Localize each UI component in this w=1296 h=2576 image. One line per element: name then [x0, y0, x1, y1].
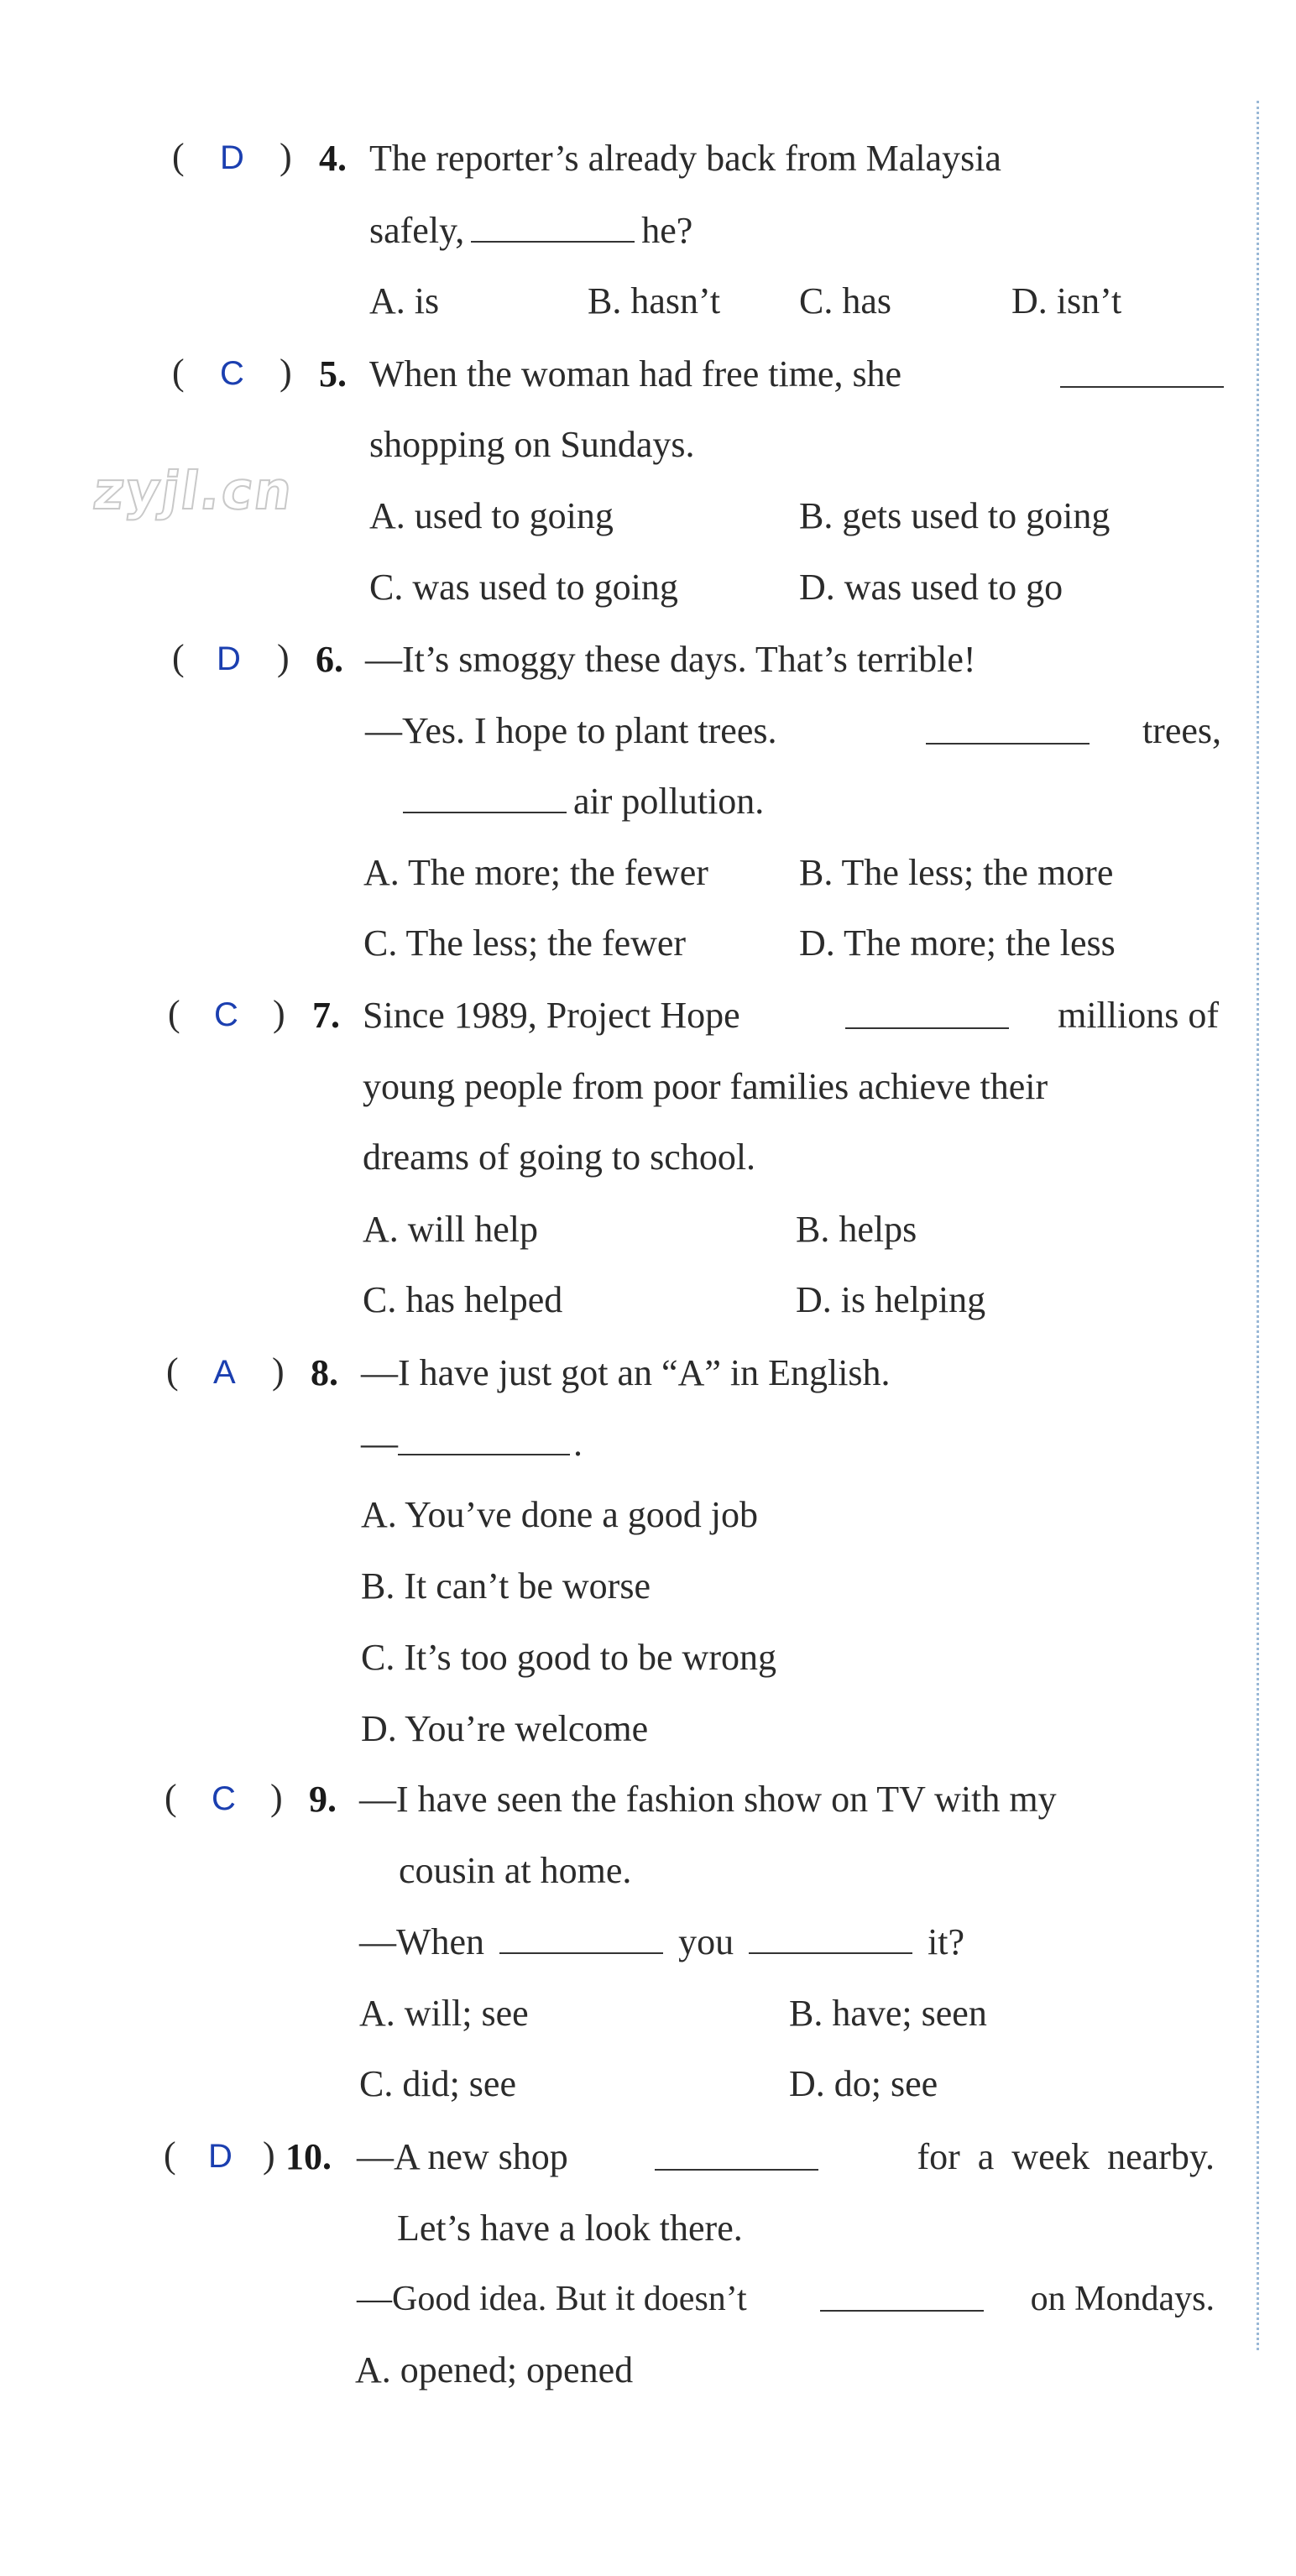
- option-b: B. It can’t be worse: [361, 1565, 651, 1607]
- answer-paren-close: ): [273, 993, 285, 1034]
- answer-paren-close: ): [280, 352, 292, 393]
- answer-letter: D: [220, 139, 244, 176]
- question-number: 6.: [316, 639, 343, 680]
- question-text-line: dreams of going to school.: [363, 1136, 756, 1178]
- question-text-line: cousin at home.: [399, 1850, 632, 1891]
- answer-letter: D: [208, 2138, 233, 2175]
- option-d: D. was used to go: [799, 567, 1063, 608]
- answer-paren-open: (: [172, 637, 185, 678]
- option-b: B. The less; the more: [799, 852, 1114, 893]
- answer-blank: [499, 1952, 663, 1954]
- answer-blank: [1060, 385, 1224, 388]
- question-number: 8.: [311, 1352, 338, 1393]
- question-text: The reporter’s already back from Malaysia: [369, 138, 1001, 179]
- question-text-line: young people from poor families achieve their: [363, 1066, 1048, 1107]
- option-a: A. will; see: [359, 1993, 529, 2034]
- question-text-line: — .: [361, 1423, 583, 1464]
- question-text-line: —When you it?: [359, 1921, 965, 1962]
- answer-paren-open: (: [166, 1351, 179, 1392]
- question-text-line: —Good idea. But it doesn’t on Mondays.: [357, 2280, 1215, 2318]
- question-number: 7.: [312, 995, 340, 1036]
- question-text: When the woman had free time, she: [369, 356, 1224, 393]
- option-a: A. The more; the fewer: [363, 852, 708, 893]
- answer-letter: C: [212, 1780, 236, 1817]
- question-number: 10.: [285, 2136, 332, 2177]
- answer-blank: [403, 811, 567, 813]
- answer-letter: D: [217, 640, 241, 677]
- option-c: C. has: [799, 280, 891, 321]
- answer-blank: [655, 2168, 818, 2171]
- option-b: B. helps: [796, 1209, 917, 1250]
- answer-blank: [398, 1453, 570, 1455]
- option-a: A. You’ve done a good job: [361, 1494, 758, 1535]
- option-a: A. is: [369, 280, 440, 321]
- question-number: 4.: [319, 138, 347, 179]
- answer-blank: [471, 240, 635, 243]
- question-text-line: air pollution.: [403, 783, 764, 820]
- question-text-line: —Yes. I hope to plant trees. trees,: [365, 710, 1221, 751]
- answer-paren-open: (: [168, 993, 180, 1034]
- option-a: A. opened; opened: [355, 2349, 634, 2391]
- option-c: C. did; see: [359, 2063, 516, 2104]
- question-text-line: Let’s have a look there.: [397, 2208, 743, 2249]
- option-d: D. is helping: [796, 1279, 986, 1320]
- option-d: D. isn’t: [1011, 280, 1122, 321]
- question-text: —I have seen the fashion show on TV with my: [359, 1779, 1057, 1820]
- answer-paren-close: ): [277, 637, 290, 678]
- option-d: D. The more; the less: [799, 922, 1116, 964]
- answer-letter: C: [214, 996, 238, 1033]
- question-text-line: shopping on Sundays.: [369, 424, 695, 465]
- option-b: B. hasn’t: [588, 280, 721, 321]
- answer-paren-open: (: [172, 352, 185, 393]
- watermark: zyjl.cn: [89, 460, 298, 521]
- answer-blank: [749, 1952, 912, 1954]
- question-text: —A new shop for a week nearby.: [357, 2136, 1215, 2177]
- answer-blank: [820, 2309, 984, 2312]
- question-text: —It’s smoggy these days. That’s terrible!: [365, 639, 976, 680]
- option-b: B. have; seen: [789, 1993, 987, 2034]
- margin-divider: [1257, 101, 1259, 2350]
- answer-paren-open: (: [172, 136, 185, 177]
- answer-blank: [926, 742, 1090, 745]
- question-text-line: safely, he?: [369, 210, 693, 251]
- option-b: B. gets used to going: [799, 495, 1110, 536]
- option-d: D. do; see: [789, 2063, 938, 2104]
- answer-letter: C: [220, 355, 244, 392]
- answer-paren-open: (: [164, 2134, 176, 2176]
- answer-letter: A: [213, 1354, 236, 1391]
- answer-paren-open: (: [165, 1777, 177, 1818]
- option-a: A. used to going: [369, 495, 614, 536]
- option-c: C. The less; the fewer: [363, 922, 687, 964]
- answer-paren-close: ): [280, 136, 292, 177]
- option-d: D. You’re welcome: [361, 1708, 649, 1749]
- question-text: —I have just got an “A” in English.: [361, 1352, 891, 1393]
- option-c: C. was used to going: [369, 567, 678, 608]
- option-c: C. has helped: [363, 1279, 563, 1320]
- option-c: C. It’s too good to be wrong: [361, 1637, 776, 1678]
- option-a: A. will help: [363, 1209, 538, 1250]
- question-text: Since 1989, Project Hope millions of: [363, 995, 1219, 1036]
- answer-paren-close: ): [272, 1351, 285, 1392]
- answer-paren-close: ): [270, 1777, 283, 1818]
- answer-paren-close: ): [263, 2134, 275, 2176]
- answer-blank: [845, 1027, 1009, 1029]
- question-number: 5.: [319, 353, 347, 394]
- question-number: 9.: [309, 1779, 337, 1820]
